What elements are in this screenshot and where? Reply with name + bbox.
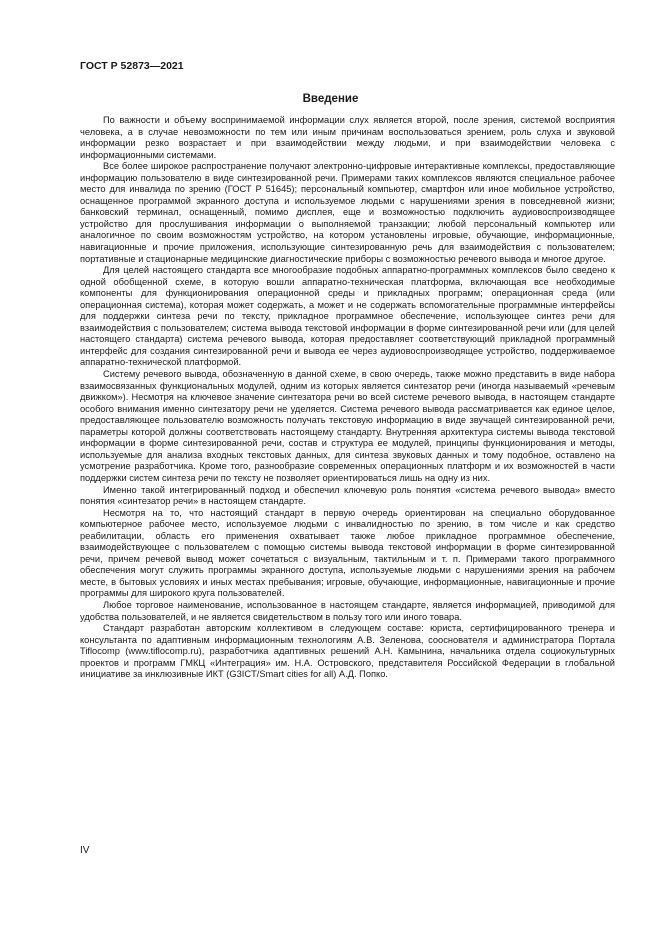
- section-title: Введение: [302, 93, 359, 105]
- paragraph: Стандарт разработан авторским коллективом в следующем составе: юриста, сертифицированного тренера и консультанта по адаптивным информационным технологиям А.В. Зеленова, соосноватeля и администратора Портала Tiflocomp (www.tiflocomp.ru), разработчика адаптивных решений А.Н. Камынина, начальника отдела социокультурных проектов и программ ГМКЦ «Интеграция» им. Н.А. Островского, представителя Российской Федерации в глобальной инициативе за инклюзивные ИКТ (G3ICT/Smart cities for all) А.Д. Попко.: [80, 623, 615, 680]
- paragraph: Именно такой интегрированный подход и обеспечил ключевую роль понятия «система речевого вывода» вместо понятия «синтезатор речи» в настоящем стандарте.: [80, 484, 615, 507]
- paragraph: Для целей настоящего стандарта все многообразие подобных аппаратно-программных комплексов было сведено к одной обобщенной схеме, в которую вошли аппаратно-техническая платформа, включающая все необходимые компоненты для функционирования операционной среды и прикладных программ; операционная среда (или операционная система), которая может содержать, а может и не содержать вспомогательные программные интерфейсы для поддержки синтеза речи по тексту, прикладное программное обеспечение, использующее синтез речи для взаимодействия с пользователем; система вывода текстовой информации в форме синтезированной речи или (для целей настоящего стандарта) система речевого вывода, которая предоставляет соответствующий прикладной программный интерфейс для создания синтезированной речи и вывода ее через аудиовоспроизводящее устройство, поддерживаемое аппаратно-технической платформой.: [80, 265, 615, 368]
- paragraph: По важности и объему воспринимаемой информации слух является второй, после зрения, системой восприятия человека, а в случае невозможности по тем или иным причинам воспользоваться зрением, роль слуха и звуковой информации резко возрастает и при взаимодействии между людьми, и при взаимодействии человека с информационными системами.: [80, 115, 615, 160]
- page-number: IV: [80, 845, 90, 856]
- paragraph: Систему речевого вывода, обозначенную в данной схеме, в свою очередь, также можно представить в виде набора взаимосвязанных функциональных модулей, одним из которых является синтезатор речи (иногда называемый «речевым движком»). Несмотря на ключевое значение синтезатора речи во всей системе речевого вывода, в настоящем стандарте особого внимания именно синтезатору речи не уделяется. Система речевого вывода рассматривается как единое целое, предоставляющее пользователю возможность получать текстовую информацию в виде звучащей синтезированной речи, параметры которой должны соответствовать настоящему стандарту. Внутренняя архитектура системы вывода текстовой информации в форме синтезированной речи, состав и структура ее модулей, принципы функционирования и методы, используемые для анализа входных текстовых данных, для синтеза звуковых данных и тому подобное, оставлено на усмотрение разработчика. Кроме того, разнообразие современных операционных платформ и их возможностей в части поддержки систем синтеза речи по тексту не позволяет ориентироваться лишь на одну из них.: [80, 369, 615, 483]
- body-text: [80, 115, 615, 681]
- paragraph: Все более широкое распространение получают электронно-цифровые интерактивные комплексы, предоставляющие информацию пользователю в виде синтезированной речи. Примерами таких комплексов являются специальное рабочее место для инвалида по зрению (ГОСТ Р 51645); персональный компьютер, смартфон или иное мобильное устройство, оснащенное программой экранного доступа и используемое людьми с нарушениями зрения в повседневной жизни; банковский терминал, оснащенный, помимо дисплея, еще и возможностью подключить аудиовоспроизводящее устройство для прослушивания информации о выполняемой транзакции; любой персональный компьютер или аналогичное по своим возможностям устройство, на котором установлены игровые, обучающие, информационные, навигационные и прочие приложения, использующие синтезированную речь для взаимодействия с пользователем; портативные и стационарные медицинские диагностические приборы с возможностью речевого вывода и многое другое.: [80, 161, 615, 264]
- paragraph: Любое торговое наименование, использованное в настоящем стандарте, является информацией, приводимой для удобства пользователей, и не является свидетельством в пользу того или иного товара.: [80, 599, 615, 622]
- document-header: ГОСТ Р 52873—2021: [80, 60, 184, 72]
- paragraph: Несмотря на то, что настоящий стандарт в первую очередь ориентирован на специально оборудованное компьютерное рабочее место, используемое людьми с инвалидностью по зрению, в том числе и как средство реабилитации, область его применения охватывает также любое прикладное программное обеспечение, взаимодействующее с пользователем с помощью системы вывода текстовой информации в форме синтезированной речи, причем речевой вывод может сочетаться с визуальным, тактильным и т. п. Примерами такого программного обеспечения могут служить программы экранного доступа, используемые людьми с нарушениями зрения на рабочем месте, в бытовых условиях и иных местах пребывания; игровые, обучающие, информационные, навигационные и прочие программы для широкого круга пользователей.: [80, 507, 615, 599]
